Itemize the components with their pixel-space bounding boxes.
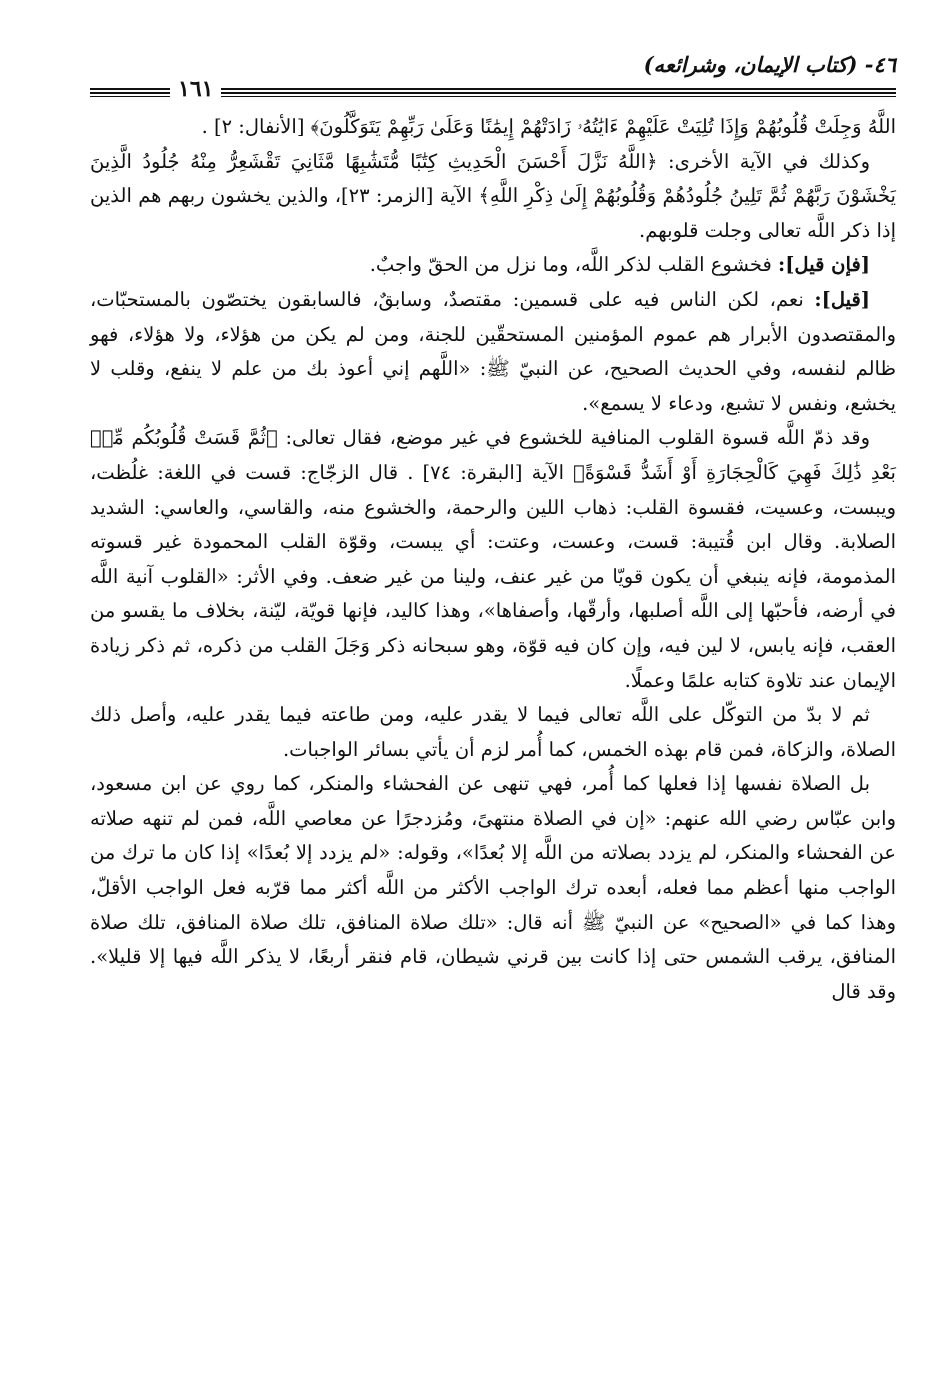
page — [90, 52, 896, 1352]
body-text — [90, 110, 896, 1009]
page-number: ١٦١ — [170, 78, 221, 100]
paragraph-5-text: وقد ذمّ اللَّه قسوة القلوب المنافية للخشوع في غير موضع، فقال تعالى: ﴿ثُمَّ قَسَتْ قُلُوبُكُم مِّنۢ بَعْدِ ذَٰلِكَ فَهِيَ كَالْحِجَارَةِ أَوْ أَشَدُّ قَسْوَةً﴾ الآية [البقرة: ٧٤] . قال الزجّاج: قست في اللغة: غلُظت، ويبست، وعسيت، فقسوة القلب: ذهاب اللين والرحمة، والخشوع منه، والقاسي، والعاسي: الشديد الصلابة. وقال ابن قُتيبة: قست، وعست، وعتت: أي يبست، وقوّة القلب المحمودة غير قسوته المذمومة، فإنه ينبغي أن يكون قويّا من غير عنف، ولينا من غير ضعف. وفي الأثر: «القلوب آنية اللَّه في أرضه، فأحبّها إلى اللَّه أصلبها، وأرقّها، وأصفاها»، وهذا كاليد، فإنها قويّة، ليّنة، بخلاف ما يقسو من العقب، فإنه يابس، لا لين فيه، وإن كان فيه قوّة، وهو سبحانه ذكر وَجَلَ القلب من ذكره، ثم ذكر زيادة الإيمان عند تلاوة كتابه علمًا وعملًا. — [90, 426, 896, 692]
paragraph-3 — [90, 248, 896, 283]
paragraph-1-text: اللَّهُ وَجِلَتْ قُلُوبُهُمْ وَإِذَا تُلِيَتْ عَلَيْهِمْ ءَايَٰتُهُۥ زَادَتْهُمْ إِيمَٰنًا وَعَلَىٰ رَبِّهِمْ يَتَوَكَّلُونَ﴾ [الأنفال: ٢] . — [201, 115, 896, 138]
paragraph-4-text: نعم، لكن الناس فيه على قسمين: مقتصدٌ، وسابقٌ، فالسابقون يختصّون بالمستحبّات، والمقتصدون الأبرار هم عموم المؤمنين المستحقّين للجنة، ومن لم يكن من هؤلاء، ولا هؤلاء، فهو ظالم لنفسه، وفي الحديث الصحيح، عن النبيّ ﷺ: «اللَّهم إني أعوذ بك من علم لا ينفع، وقلب لا يخشع، ونفس لا تشبع، ودعاء لا يسمع». — [90, 287, 896, 415]
paragraph-1 — [90, 110, 896, 145]
paragraph-4 — [90, 283, 896, 421]
paragraph-6-text: ثم لا بدّ من التوكّل على اللَّه تعالى فيما لا يقدر عليه، ومن طاعته فيما يقدر عليه، وأصل ذلك الصلاة، والزكاة، فمن قام بهذه الخمس، كما أُمر لزم أن يأتي بسائر الواجبات. — [90, 703, 896, 761]
chapter-title: ٤٦- (كتاب الإيمان، وشرائعه) — [643, 52, 896, 77]
paragraph-3-lead: [فإن قيل]: — [778, 253, 870, 277]
paragraph-4-lead: [قيل]: — [814, 287, 871, 311]
paragraph-7 — [90, 767, 896, 1009]
paragraph-6 — [90, 698, 896, 767]
running-header — [90, 52, 896, 102]
paragraph-5 — [90, 421, 896, 698]
paragraph-2 — [90, 145, 896, 249]
paragraph-7-text: بل الصلاة نفسها إذا فعلها كما أُمر، فهي تنهى عن الفحشاء والمنكر، كما روي عن ابن مسعود، وابن عبّاس رضي الله عنهم: «إن في الصلاة منتهىً، ومُزدجرًا عن معاصي اللَّه، فمن لم تنهه صلاته عن الفحشاء والمنكر، لم يزدد بصلاته من اللَّه إلا بُعدًا»، وقوله: «لم يزدد إلا بُعدًا» إذا كان ما ترك من الواجب منها أعظم مما فعله، أبعده ترك الواجب الأكثر من اللَّه أكثر مما قرّبه فعل الواجب الأقلّ، وهذا كما في «الصحيح» عن النبيّ ﷺ أنه قال: «تلك صلاة المنافق، تلك صلاة المنافق، تلك صلاة المنافق، يرقب الشمس حتى إذا كانت بين قرني شيطان، قام فنقر أربعًا، لا يذكر اللَّه فيها إلا قليلا». وقد قال — [90, 772, 896, 1003]
paragraph-3-text: فخشوع القلب لذكر اللَّه، وما نزل من الحقّ واجبٌ. — [369, 253, 778, 277]
paragraph-2-text: وكذلك في الآية الأخرى: ﴿اللَّهُ نَزَّلَ أَحْسَنَ الْحَدِيثِ كِتَٰبًا مُّتَشَٰبِهًا مَّثَانِيَ تَقْشَعِرُّ مِنْهُ جُلُودُ الَّذِينَ يَخْشَوْنَ رَبَّهُمْ ثُمَّ تَلِينُ جُلُودُهُمْ وَقُلُوبُهُمْ إِلَىٰ ذِكْرِ اللَّهِ﴾ الآية [الزمر: ٢٣]، والذين يخشون ربهم هم الذين إذا ذكر اللَّه تعالى وجلت قلوبهم. — [90, 149, 896, 242]
